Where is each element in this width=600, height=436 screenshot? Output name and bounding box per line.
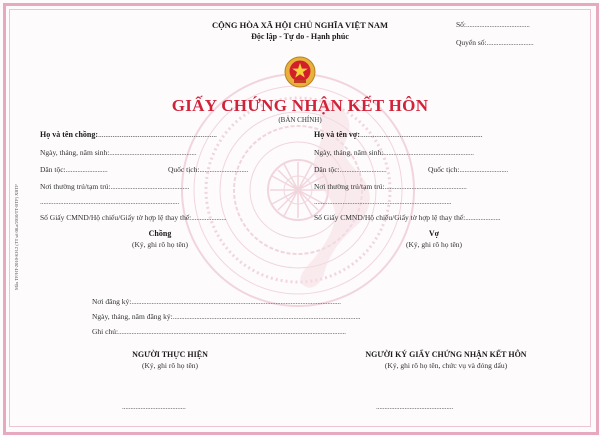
wife-id-label: Số Giấy CMND/Hộ chiếu/Giấy tờ hợp lệ thay thế:: [314, 213, 466, 222]
performer-note: (Ký, ghi rõ họ tên): [141, 361, 199, 370]
performer-label: NGƯỜI THỰC HIỆN: [132, 350, 208, 359]
motto: Độc lập - Tự do - Hạnh phúc: [251, 32, 349, 41]
document-title: GIẤY CHỨNG NHẬN KẾT HÔN: [171, 96, 429, 115]
marriage-certificate: CỘNG HÒA XÃ HỘI CHỦ NGHĨA VIỆT NAM Độc lập - Tự do - Hạnh phúc Số:...................................... Quyển số:............................ GIẤY CHỨNG NHẬN KẾT HÔN (BẢN CHÍNH) Mẫu TP/HT-2010-KH.2 (TT số 08.a/2010/TT-BTP) XBTP Họ và tên chồng:.................................................................. Ngày, tháng, năm sinh:.................................................... Dân tộc:......................... Quốc tịch:............................. Nơi thường trú/tạm trú:............................................... ................................................................................... Số Giấy CMND/Hộ chiếu/Giấy tờ hợp lệ thay thế:..................... Họ và tên vợ:.................................................................... Ngày, tháng, năm sinh:...................................................... Dân tộc:............................ Quốc tịch:............................. Nơi thường trú/tạm trú:................................................. .................................................................................. Số Giấy CMND/Hộ chiếu/Giấy tờ hợp lệ thay thế:..................... Chồng (Ký, ghi rõ họ tên) Vợ (Ký, ghi rõ họ tên) Nơi đăng ký:............................................................................................................................. Ngày, tháng, năm đăng ký:................................................................................................................ Ghi chú:........................................................................................................................................ NGƯỜI THỰC HIỆN (Ký, ghi rõ họ tên) NGƯỜI KÝ GIẤY CHỨNG NHẬN KẾT HÔN (Ký, ghi rõ họ tên, chức vụ và đóng dấu) ...................................... ..............................................: [0, 0, 600, 436]
husband-signature-note: (Ký, ghi rõ họ tên): [131, 240, 189, 249]
registration-note-label: Ghi chú:: [92, 327, 119, 336]
husband-id-label: Số Giấy CMND/Hộ chiếu/Giấy tờ hợp lệ thay thế:: [40, 213, 192, 222]
wife-residence-label: Nơi thường trú/tạm trú:: [314, 182, 385, 191]
wife-signature-label: Vợ: [428, 229, 440, 238]
registration-place-label: Nơi đăng ký:: [92, 297, 132, 306]
registration-date-label: Ngày, tháng, năm đăng ký:: [92, 312, 173, 321]
country-name: CỘNG HÒA XÃ HỘI CHỦ NGHĨA VIỆT NAM: [211, 20, 389, 30]
form-code-text: Mẫu TP/HT-2010-KH.2 (TT số 08.a/2010/TT-BTP) XBTP: [14, 184, 19, 290]
national-emblem-icon: [284, 56, 316, 88]
signer-note: (Ký, ghi rõ họ tên, chức vụ và đóng dấu): [384, 361, 508, 370]
document-subtitle: (BẢN CHÍNH): [278, 116, 322, 124]
husband-residence-line: ...................................................................................: [40, 197, 180, 206]
quyen-so-label: Quyển số:: [456, 38, 487, 47]
signer-label: NGƯỜI KÝ GIẤY CHỨNG NHẬN KẾT HÔN: [365, 350, 527, 359]
signer-signature-line: ..............................................: [376, 402, 454, 411]
form-code: [14, 150, 26, 290]
so-label: Số:: [456, 20, 467, 29]
performer-signature-line: ......................................: [122, 402, 186, 411]
husband-signature-label: Chồng: [148, 229, 172, 238]
husband-dob-label: Ngày, tháng, năm sinh:: [40, 148, 110, 157]
wife-ethnicity-label: Dân tộc:: [314, 165, 340, 174]
wife-signature-note: (Ký, ghi rõ họ tên): [405, 240, 463, 249]
husband-ethnicity-label: Dân tộc:: [40, 165, 66, 174]
wife-name-label: Họ và tên vợ:: [314, 130, 360, 139]
husband-name-label: Họ và tên chồng:: [40, 130, 98, 139]
husband-nationality-label: Quốc tịch:: [168, 165, 200, 174]
wife-residence-line: ..................................................................................: [314, 197, 452, 206]
wife-nationality-label: Quốc tịch:: [428, 165, 460, 174]
wife-dob-label: Ngày, tháng, năm sinh:: [314, 148, 384, 157]
husband-residence-label: Nơi thường trú/tạm trú:: [40, 182, 111, 191]
